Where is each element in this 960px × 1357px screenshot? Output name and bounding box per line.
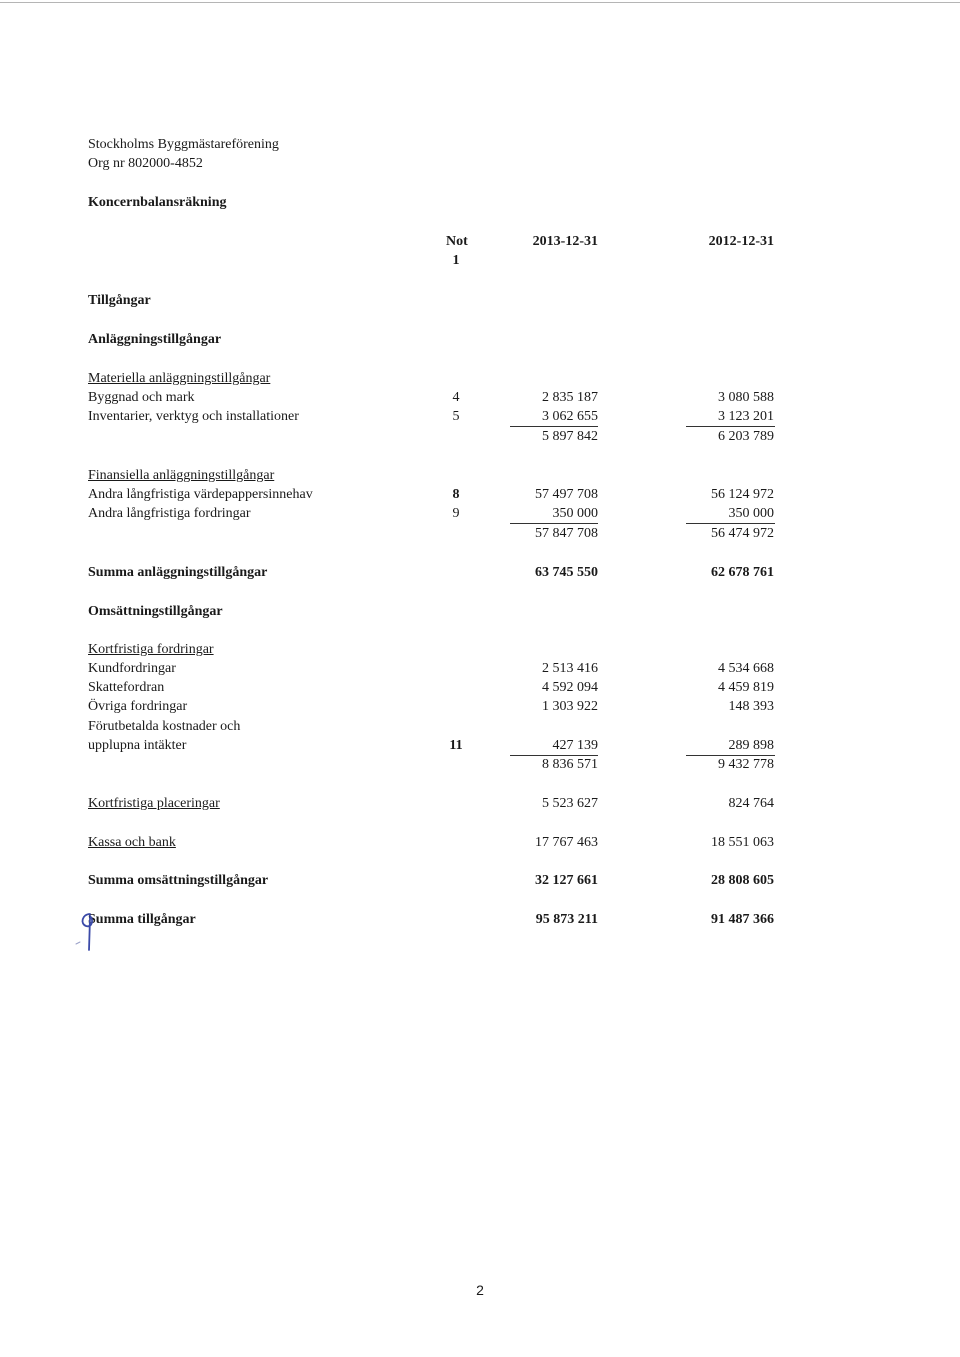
row-value-2012: 3 123 201 [718, 409, 774, 424]
row-value-2013: 2 513 416 [542, 661, 598, 676]
row-value-2013: 4 592 094 [542, 680, 598, 695]
row-value-2013: 1 303 922 [542, 699, 598, 714]
subsection-heading-materiella: Materiella anläggningstillgångar [88, 371, 271, 386]
org-number: Org nr 802000-4852 [88, 156, 203, 171]
row-label: Byggnad och mark [88, 390, 195, 405]
row-note: 8 [452, 487, 460, 502]
total-anlaggning-2013: 63 745 550 [535, 565, 598, 580]
year1-column-header: 2013-12-31 [532, 234, 598, 249]
total-tillgangar-2013: 95 873 211 [535, 912, 598, 927]
total-label-tillgangar: Summa tillgångar [88, 912, 196, 927]
document-title: Koncernbalansräkning [88, 195, 227, 210]
scan-top-edge [0, 2, 960, 3]
subtotal-2012: 9 432 778 [718, 757, 774, 772]
row-label: Andra långfristiga fordringar [88, 506, 251, 521]
subtotal-rule [686, 426, 775, 427]
section-heading-anlaggning: Anläggningstillgångar [88, 332, 222, 347]
row-value-2012: 4 459 819 [718, 680, 774, 695]
subtotal-2013: 57 847 708 [535, 526, 598, 541]
row-value-2012: 148 393 [728, 699, 774, 714]
row-label: Inventarier, verktyg och installationer [88, 409, 299, 424]
placeringar-2013: 5 523 627 [542, 796, 598, 811]
row-value-2012: 56 124 972 [711, 487, 774, 502]
total-anlaggning-2012: 62 678 761 [711, 565, 774, 580]
page-number: 2 [476, 1282, 484, 1298]
row-note: 11 [449, 738, 463, 753]
header-note-number: 1 [452, 253, 460, 268]
total-tillgangar-2012: 91 487 366 [711, 912, 774, 927]
row-label: Skattefordran [88, 680, 165, 695]
row-note: 5 [452, 409, 460, 424]
total-label-anlaggning: Summa anläggningstillgångar [88, 565, 268, 580]
subsection-heading-finansiella: Finansiella anläggningstillgångar [88, 468, 275, 483]
subtotal-2013: 8 836 571 [542, 757, 598, 772]
section-heading-tillgangar: Tillgångar [88, 293, 151, 308]
org-name: Stockholms Byggmästareförening [88, 137, 279, 152]
section-heading-omsattning: Omsättningstillgångar [88, 604, 223, 619]
subtotal-rule [510, 523, 598, 524]
year2-column-header: 2012-12-31 [708, 234, 774, 249]
row-label: Förutbetalda kostnader och [88, 719, 241, 734]
subtotal-rule [686, 523, 775, 524]
row-value-2013: 427 139 [552, 738, 598, 753]
row-value-2012: 3 080 588 [718, 390, 774, 405]
row-label: Andra långfristiga värdepappersinnehav [88, 487, 313, 502]
row-value-2013: 57 497 708 [535, 487, 598, 502]
total-omsattning-2013: 32 127 661 [535, 873, 598, 888]
row-label: Övriga fordringar [88, 699, 188, 714]
subsection-heading-kortfristiga-fordringar: Kortfristiga fordringar [88, 642, 214, 657]
row-value-2013: 3 062 655 [542, 409, 598, 424]
handwritten-initial-mark [72, 910, 102, 956]
subtotal-2012: 6 203 789 [718, 429, 774, 444]
subtotal-rule [510, 426, 598, 427]
kassa-2012: 18 551 063 [711, 835, 774, 850]
kassa-2013: 17 767 463 [535, 835, 598, 850]
row-label-continued: upplupna intäkter [88, 738, 187, 753]
subtotal-2013: 5 897 842 [542, 429, 598, 444]
placeringar-2012: 824 764 [728, 796, 774, 811]
row-label-placeringar: Kortfristiga placeringar [88, 796, 220, 811]
row-value-2012: 289 898 [728, 738, 774, 753]
row-label-kassa: Kassa och bank [88, 835, 176, 850]
row-label: Kundfordringar [88, 661, 176, 676]
total-label-omsattning: Summa omsättningstillgångar [88, 873, 269, 888]
row-value-2012: 4 534 668 [718, 661, 774, 676]
row-note: 9 [452, 506, 460, 521]
total-omsattning-2012: 28 808 605 [711, 873, 774, 888]
row-note: 4 [452, 390, 460, 405]
row-value-2012: 350 000 [728, 506, 774, 521]
row-value-2013: 350 000 [552, 506, 598, 521]
note-column-header: Not [446, 234, 468, 249]
row-value-2013: 2 835 187 [542, 390, 598, 405]
subtotal-2012: 56 474 972 [711, 526, 774, 541]
